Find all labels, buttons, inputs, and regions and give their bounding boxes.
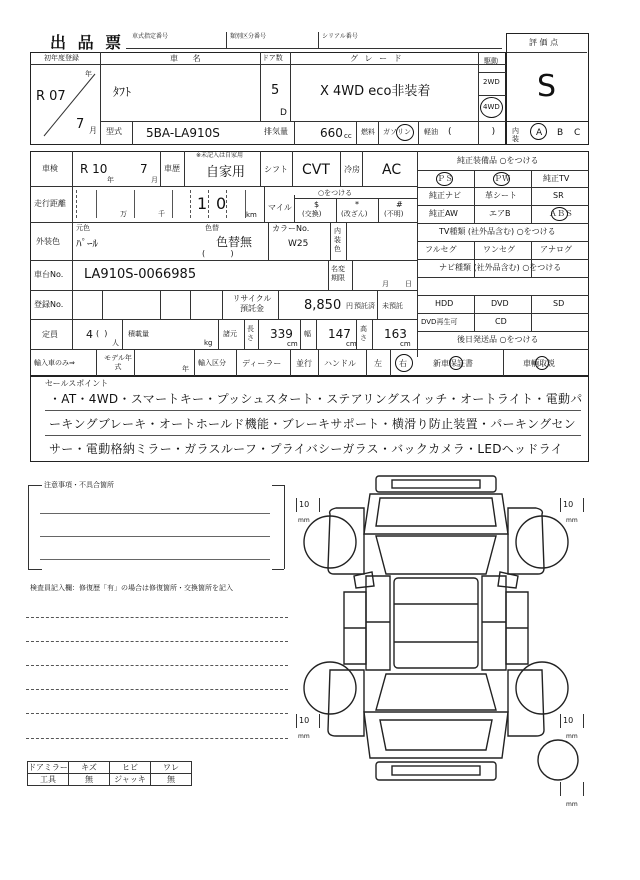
chassis-value: LA910S-0066985 bbox=[84, 267, 197, 282]
tire-rl-unit: mm bbox=[298, 733, 310, 740]
equip-abs: ＡＢＳ bbox=[549, 209, 573, 218]
equip-navi: 純正ナビ bbox=[429, 191, 461, 200]
fuel-other-paren: ( ) bbox=[448, 127, 496, 137]
height-value: 163 bbox=[384, 327, 407, 341]
mileage-man-unit: 万 bbox=[120, 210, 127, 218]
fuel-diesel: 軽油 bbox=[424, 128, 438, 136]
tire-rr-unit: mm bbox=[566, 733, 578, 740]
equip-ps-circle bbox=[436, 172, 453, 186]
first-reg-month-unit: 月 bbox=[89, 126, 97, 135]
equip-airbag: エアB bbox=[489, 209, 511, 218]
accessories-table bbox=[27, 761, 192, 786]
equipment-panel bbox=[417, 151, 589, 376]
drive-label: 駆動 bbox=[484, 57, 498, 65]
displacement-label: 排気量 bbox=[264, 127, 288, 136]
tire-spare-unit: mm bbox=[566, 801, 578, 808]
capacity-unit: 人 bbox=[112, 339, 119, 347]
doors-label: ドア数 bbox=[262, 54, 283, 62]
header-col-model-designation: 車式指定番号 bbox=[132, 33, 169, 40]
mileage-digit-boxes bbox=[76, 190, 264, 218]
equip-pw-circle bbox=[493, 172, 510, 186]
recycle-done: 預託済 bbox=[354, 302, 375, 310]
car-name-value: ﾀﾌﾄ bbox=[113, 85, 132, 99]
tv-fullseg: フルセグ bbox=[425, 245, 457, 254]
recycle-not: 未預託 bbox=[382, 302, 403, 310]
tamper-symbol: * bbox=[355, 200, 359, 209]
later-warranty-circle bbox=[449, 356, 463, 370]
car-name-label: 車 名 bbox=[170, 54, 207, 63]
first-reg-month: 7 bbox=[76, 117, 85, 132]
unknown-symbol: # bbox=[396, 200, 403, 209]
import-label: 輸入車のみ⇒ bbox=[34, 359, 75, 367]
sales-point-line-3: サー・電動格納ミラー・ガラスルーフ・プライバシーガラス・バックカメラ・LEDヘッドライ bbox=[49, 442, 563, 456]
chassis-label: 車台No. bbox=[34, 270, 64, 279]
import-type-label: 輸入区分 bbox=[198, 359, 226, 367]
fuel-gasoline-circle bbox=[396, 124, 414, 141]
equip-leather: 革シート bbox=[485, 191, 517, 200]
load-unit: kg bbox=[204, 339, 213, 347]
tire-spare-box bbox=[560, 782, 584, 796]
interior-c: C bbox=[574, 128, 581, 138]
history-note: ※未記入は自家用 bbox=[196, 152, 244, 159]
recycle-label: リサイクル預託金 bbox=[232, 294, 272, 313]
orig-color-label: 元色 bbox=[76, 224, 90, 232]
inspection-month-unit: 月 bbox=[151, 176, 158, 184]
mileage-digit-1: 1 bbox=[197, 194, 208, 213]
handle-right-circle bbox=[395, 354, 413, 372]
registration-label: 登録No. bbox=[34, 300, 64, 309]
model-value: 5BA-LA910S bbox=[146, 126, 220, 140]
ac-label: 冷房 bbox=[344, 165, 360, 174]
tv-type-title: TV種類 (社外品含む) ○をつける bbox=[439, 227, 556, 236]
color-change-paren: ( ) bbox=[202, 249, 234, 258]
nav-cd: CD bbox=[495, 317, 507, 326]
width-label: 幅 bbox=[304, 330, 311, 338]
model-year-unit: 年 bbox=[182, 365, 189, 373]
interior-b: B bbox=[557, 128, 564, 138]
doors-value: 5 bbox=[271, 83, 280, 98]
equip-tv: 純正TV bbox=[543, 174, 570, 183]
acc-header-break: ワレ bbox=[151, 762, 192, 774]
tire-fl-value: 10 bbox=[299, 500, 310, 509]
inspection-value: R 10 bbox=[80, 162, 108, 176]
eval-value: S bbox=[537, 69, 557, 104]
form-title: 出 品 票 bbox=[50, 33, 125, 52]
name-change-day: 日 bbox=[405, 280, 412, 288]
shift-label: シフト bbox=[264, 165, 288, 174]
equip-abs-circle bbox=[551, 207, 568, 221]
fuel-gasoline: ガソリン bbox=[383, 128, 411, 136]
equipment-title: 純正装備品 ○をつける bbox=[457, 156, 539, 165]
later-shipping-title: 後日発送品 ○をつける bbox=[457, 335, 539, 344]
acc-header-crack: ヒビ bbox=[110, 762, 151, 774]
nav-type-title: ナビ種類 (社外品含む) ○をつける bbox=[439, 263, 562, 272]
width-value: 147 bbox=[328, 327, 351, 341]
unknown-label: (不明) bbox=[384, 210, 404, 218]
handle-right: 右 bbox=[399, 359, 407, 368]
tv-analog: アナログ bbox=[540, 245, 572, 254]
doors-sub: D bbox=[280, 108, 287, 118]
acc-header-scratch: キズ bbox=[69, 762, 110, 774]
acc-jack-label: ジャッキ bbox=[110, 774, 151, 786]
model-year-label: モデル年式 bbox=[104, 354, 132, 371]
history-value: 自家用 bbox=[206, 165, 246, 180]
inspector-note: 検査員記入欄：修復歴「有」の場合は修復箇所・交換箇所を記入 bbox=[30, 584, 233, 592]
handle-label: ハンドル bbox=[324, 359, 356, 368]
mileage-digit-2: 0 bbox=[216, 194, 227, 213]
height-unit: cm bbox=[400, 340, 411, 348]
equip-ps: ＰＳ bbox=[437, 174, 453, 183]
capacity-paren: ( ) bbox=[96, 329, 108, 338]
equip-aw: 純正AW bbox=[429, 209, 458, 218]
eval-label: 評 価 点 bbox=[529, 38, 559, 47]
dims-label: 諸元 bbox=[223, 330, 237, 338]
length-unit: cm bbox=[287, 340, 298, 348]
interior-a: A bbox=[536, 128, 543, 138]
import-parallel: 並行 bbox=[296, 359, 312, 368]
length-label: 長さ bbox=[247, 325, 254, 342]
name-change-label: 名変期限 bbox=[331, 265, 345, 282]
mileage-sen-unit: 千 bbox=[158, 210, 165, 218]
exchange-label: (交換) bbox=[302, 210, 322, 218]
acc-header-mirror: ドアミラー bbox=[28, 763, 68, 772]
equip-sr: SR bbox=[553, 191, 564, 200]
nav-dvd-play: DVD再生可 bbox=[421, 318, 458, 326]
sales-point-label: セールスポイント bbox=[45, 379, 109, 388]
later-warranty: 新車保証書 bbox=[433, 359, 473, 368]
recycle-value: 8,850 bbox=[304, 298, 342, 313]
acc-jack-value: 無 bbox=[151, 774, 192, 786]
nav-hdd: HDD bbox=[435, 299, 454, 308]
color-change-value: 色替無 bbox=[216, 235, 253, 249]
tire-fl-unit: mm bbox=[298, 517, 310, 524]
load-label: 積載量 bbox=[128, 330, 149, 338]
nav-dvd: DVD bbox=[491, 299, 509, 308]
color-no-label: カラーNo. bbox=[272, 224, 310, 233]
drive-4wd-circle bbox=[480, 97, 503, 118]
inspection-year-unit: 年 bbox=[107, 176, 114, 184]
tamper-label: (改ざん) bbox=[341, 210, 368, 218]
height-label: 高さ bbox=[360, 325, 367, 342]
ac-value: AC bbox=[382, 162, 402, 178]
first-reg-label: 初年度登録 bbox=[44, 54, 79, 62]
car-damage-diagram bbox=[290, 474, 590, 810]
mileage-km-unit: km bbox=[246, 211, 257, 219]
exchange-symbol: $ bbox=[314, 200, 320, 209]
drive-2wd: 2WD bbox=[483, 78, 500, 86]
displacement-value: 660 bbox=[320, 126, 343, 140]
width-unit: cm bbox=[346, 340, 357, 348]
equip-pw: ＰＷ bbox=[494, 174, 510, 183]
tire-fr-value: 10 bbox=[563, 500, 574, 509]
drive-4wd: 4WD bbox=[483, 103, 500, 111]
mile-label: マイル bbox=[268, 203, 292, 212]
tire-rr-value: 10 bbox=[563, 716, 574, 725]
acc-tool-label: 工具 bbox=[28, 774, 69, 786]
inspection-label: 車検 bbox=[42, 164, 58, 173]
interior-label: 内装 bbox=[512, 127, 519, 143]
length-value: 339 bbox=[270, 327, 293, 341]
mileage-label: 走行距離 bbox=[34, 199, 66, 208]
recycle-unit: 円 bbox=[346, 302, 353, 310]
acc-tool-value: 無 bbox=[69, 774, 110, 786]
exterior-label: 外装色 bbox=[36, 237, 60, 246]
model-label: 型式 bbox=[106, 127, 122, 136]
orig-color-value: ﾊﾟｰﾙ bbox=[76, 237, 98, 250]
notes-title: 注意事項・不具合箇所 bbox=[44, 481, 114, 489]
name-change-month: 月 bbox=[382, 280, 389, 288]
interior-color-label: 内装色 bbox=[334, 227, 341, 253]
later-manual: 車輌取説 bbox=[523, 359, 555, 368]
history-label: 車歴 bbox=[164, 164, 180, 173]
sales-point-line-1: ・AT・4WD・スマートキー・プッシュスタート・ステアリングスイッチ・オートライト・電動パ bbox=[49, 392, 583, 406]
grade-value: X 4WD eco非装着 bbox=[320, 84, 431, 99]
later-manual-circle bbox=[535, 356, 549, 370]
first-reg-year-unit: 年 bbox=[85, 70, 92, 78]
first-reg-era: R 07 bbox=[36, 89, 66, 104]
inspection-month: 7 bbox=[140, 162, 148, 176]
color-change-label: 色替 bbox=[205, 224, 219, 232]
handle-left: 左 bbox=[374, 359, 382, 368]
capacity-label: 定員 bbox=[42, 330, 58, 339]
grade-label: グ レ ー ド bbox=[350, 54, 404, 63]
capacity-value: 4 bbox=[86, 328, 93, 341]
shift-value: CVT bbox=[302, 162, 330, 178]
header-col-serial: シリアル番号 bbox=[322, 33, 358, 40]
sales-point-line-2: ーキングブレーキ・オートホールド機能・ブレーキサポート・横滑り防止装置・パーキングセン bbox=[49, 417, 576, 431]
mark-note: ○をつける bbox=[318, 189, 353, 197]
header-col-category: 類別区分番号 bbox=[230, 33, 267, 40]
tire-fr-unit: mm bbox=[566, 517, 578, 524]
tv-oneseg: ワンセグ bbox=[483, 245, 515, 254]
import-dealer: ディーラー bbox=[242, 359, 282, 368]
tire-rl-value: 10 bbox=[299, 716, 310, 725]
fuel-label: 燃料 bbox=[361, 128, 375, 136]
color-no-value: W25 bbox=[288, 239, 309, 249]
nav-sd: SD bbox=[553, 299, 565, 308]
displacement-unit: cc bbox=[344, 132, 352, 140]
sales-point-box bbox=[30, 376, 589, 462]
